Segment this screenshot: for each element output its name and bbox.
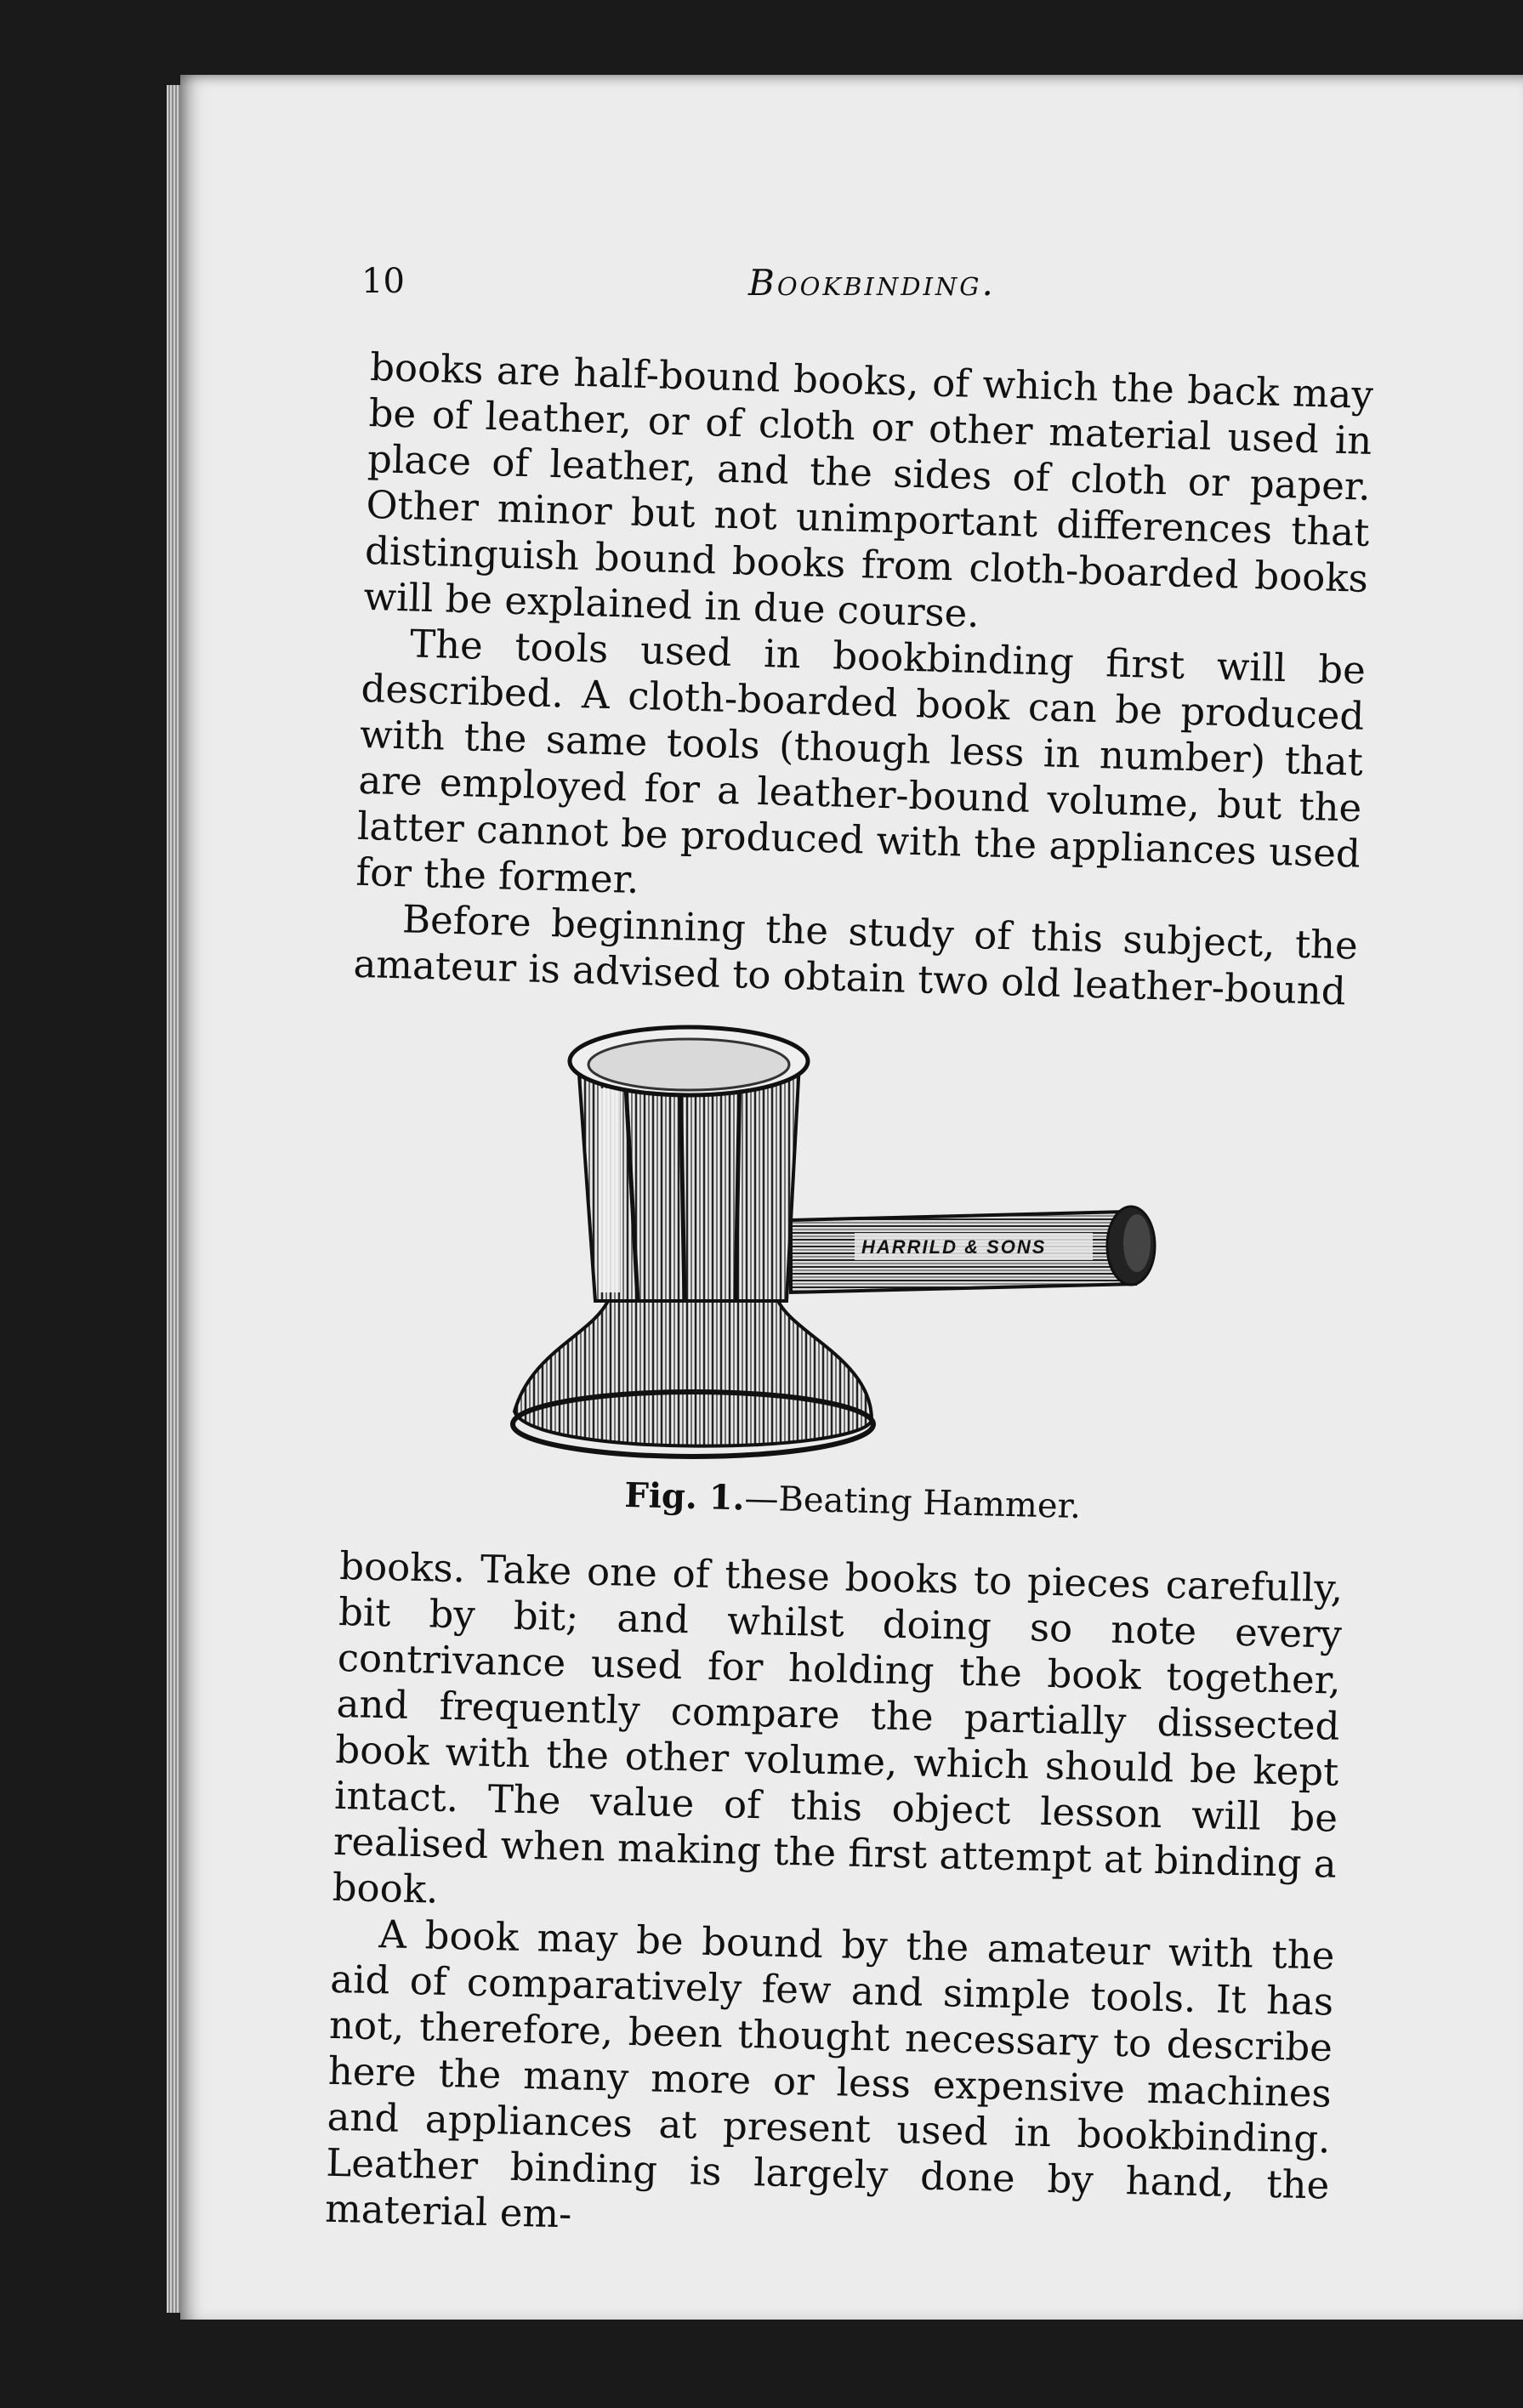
paragraph: books are half-bound books, of which the back may be of leather, or of cloth or other material used in place of leather, and the sides of cloth or paper. Other minor but not unimportant differences that distinguish bound books from cloth-boarded books will be explained in due course. (362, 344, 1374, 637)
paragraph: books. Take one of these books to pieces carefully, bit by bit; and whilst doing so note every contrivance used for holding the book together, and frequently compare the partially dissected book with the other volume, which should be kept intact. The value of this object lesson will be realised when making the first attempt at binding a book. (332, 1543, 1344, 1912)
paragraph: The tools used in bookbinding first will be described. A cloth-boarded book can be produced with the same tools (though less in number) that are employed for a leather-bound volume, but the latter cannot be produced with the appliances used for the former. (355, 621, 1367, 903)
caption-label: Fig. 1. (623, 1475, 746, 1519)
running-head: Bookbinding. (748, 262, 996, 304)
text-block-bottom (325, 1543, 1344, 2255)
hammer-base (514, 1301, 872, 1446)
beating-hammer-illustration (497, 1020, 1195, 1479)
caption-text: —Beating Hammer. (743, 1479, 1082, 1527)
paragraph: Before beginning the study of this subject, the amateur is advised to obtain two old leather-bound (352, 896, 1359, 1014)
text-block-top (353, 344, 1374, 1015)
page-number: 10 (361, 262, 405, 301)
handle-stamp: HARRILD & SONS (861, 1236, 1047, 1258)
page-edges (167, 85, 180, 2313)
paragraph: A book may be bound by the amateur with the aid of comparatively few and simple tools. It has not, therefore, been thought necessary to describe here the many more or less expensive machines and appliances at present used in bookbinding. Leather binding is largely done by hand, the material em- (324, 1911, 1335, 2237)
